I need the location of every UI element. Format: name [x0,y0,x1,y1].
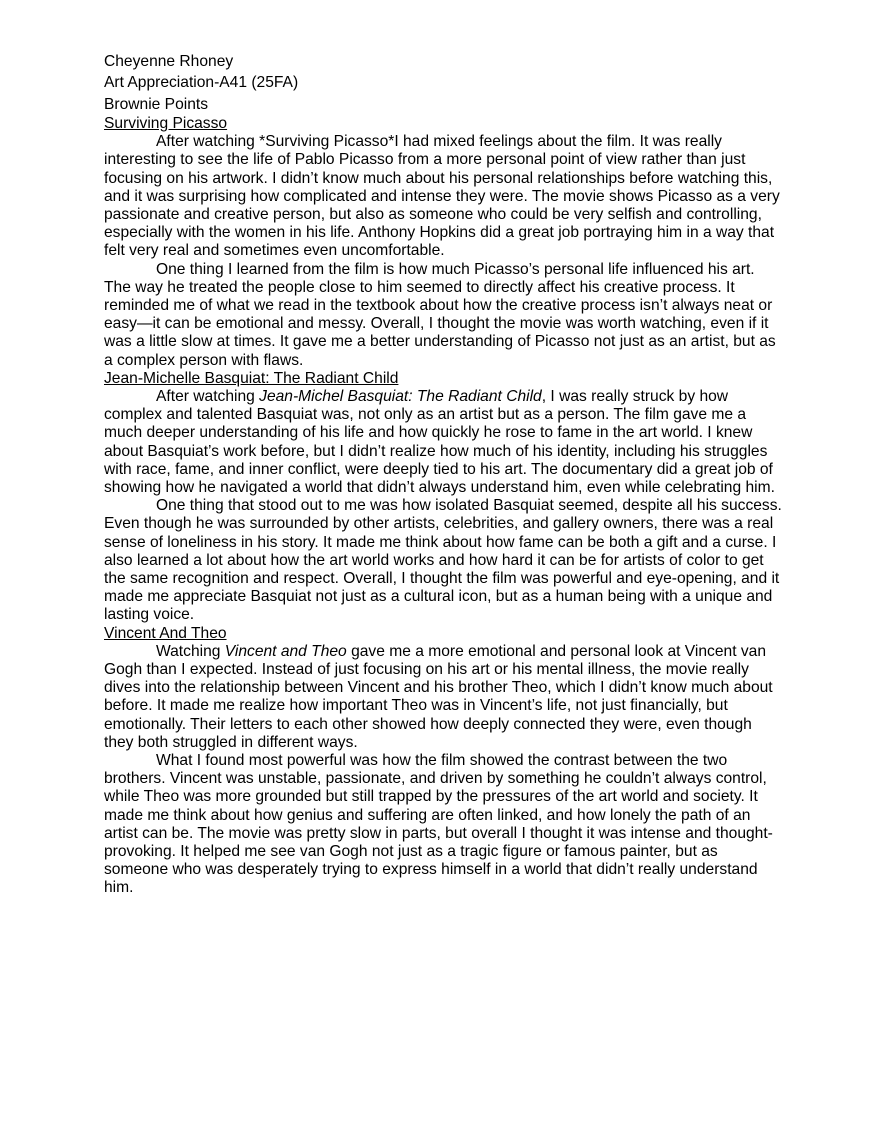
document-header [104,51,784,115]
paragraph-text: After watching [156,387,260,405]
section-basquiat [104,370,784,625]
paragraph [104,388,784,497]
paragraph: What I found most powerful was how the film showed the contrast between the two brothers. Vincent was unstable, passionate, and driven by something he couldn’t always control, while Theo was more grounded but still trapped by the pressures of the art world and society. It made me think about how genius and suffering are often linked, and how lonely the path of an artist can be. The movie was pretty slow in parts, but overall I thought it was intense and thought-provoking. It helped me see van Gogh not just as a tragic figure or famous painter, but as someone who was desperately trying to express himself in a world that didn’t really understand him. [104,752,773,897]
paragraph-text: gave me a more emotional and personal look at Vincent van Gogh than I expected. Instead of just focusing on his art or his mental illness, the movie really dives into the relationship between Vincent and his brother Theo, which I didn’t know much about before. It made me realize how important Theo was in Vincent’s life, not just financially, but emotionally. Their letters to each other showed how deeply connected they were, even though they both struggled in different ways. [104,642,773,751]
assignment-title: Brownie Points [104,95,209,113]
section-vincent-and-theo [104,625,784,898]
course-name: Art Appreciation-A41 (25FA) [104,74,299,92]
paragraph: After watching *Surviving Picasso*I had mixed feelings about the film. It was really interesting to see the life of Pablo Picasso from a more personal point of view rather than just focusing on his artwork. I didn’t know much about his personal relationships before watching this, and it was surprising how complicated and intense they were. The movie shows Picasso as a very passionate and creative person, but also as someone who could be very selfish and controlling, especially with the women in his life. Anthony Hopkins did a great job portraying him in a way that felt very real and sometimes even uncomfortable. [104,133,780,260]
section-surviving-picasso [104,115,784,370]
student-name: Cheyenne Rhoney [104,53,234,70]
paragraph: One thing that stood out to me was how isolated Basquiat seemed, despite all his success. Even though he was surrounded by other artists, celebrities, and gallery owners, there was a real sense of loneliness in his story. It made me think about how fame can be both a gift and a curse. I also learned a lot about how the art world works and how hard it can be for artists of color to get the same recognition and respect. Overall, I thought the film was powerful and eye-opening, and it made me appreciate Basquiat not just as a cultural icon, but as a human being with a unique and lasting voice. [104,497,782,624]
film-title-italic: Jean-Michel Basquiat: The Radiant Child [259,387,542,405]
paragraph [104,643,784,752]
section-title: Jean-Michelle Basquiat: The Radiant Child [104,369,399,387]
section-title: Vincent And Theo [104,624,227,642]
paragraph-text: Watching [156,642,225,660]
section-title: Surviving Picasso [104,114,228,132]
document-page [104,51,784,898]
paragraph-text: , I was really struck by how complex and talented Basquiat was, not only as an artist but as a person. The film gave me a much deeper understanding of his life and how quickly he rose to fame in the art world. I knew about Basquiat’s work before, but I didn’t realize how much of his identity, including his struggles with race, fame, and inner conflict, were deeply tied to his art. The documentary did a great job of showing how he navigated a world that didn’t always understand him, even while celebrating him. [104,387,775,496]
film-title-italic: Vincent and Theo [224,642,347,660]
paragraph: One thing I learned from the film is how much Picasso’s personal life influenced his art. The way he treated the people close to him seemed to directly affect his creative process. It reminded me of what we read in the textbook about how the creative process isn’t always neat or easy—it can be emotional and messy. Overall, I thought the movie was worth watching, even if it was a little slow at times. It gave me a better understanding of Picasso not just as an artist, but as a complex person with flaws. [104,260,776,369]
